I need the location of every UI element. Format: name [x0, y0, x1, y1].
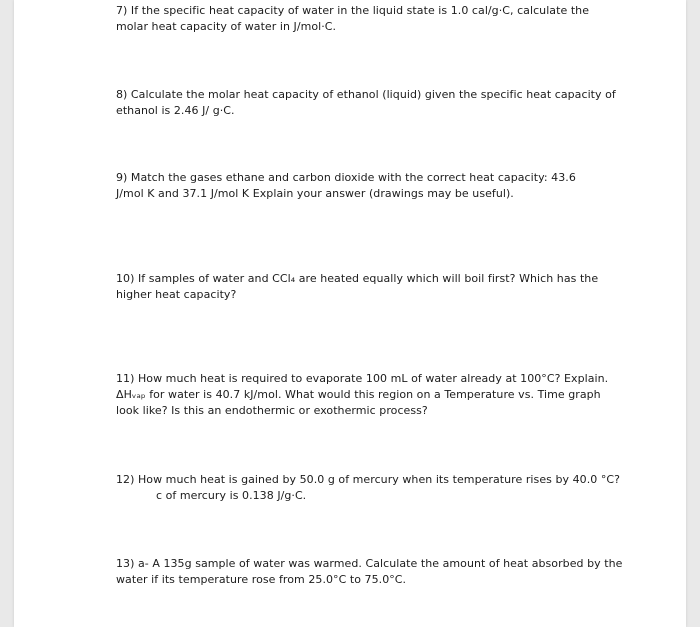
- question-13-line-2: water if its temperature rose from 25.0°C to 75.0°C.: [116, 573, 407, 586]
- question-12-line-1: 12) How much heat is gained by 50.0 g of mercury when its temperature rises by 40.0 °C?: [116, 473, 621, 486]
- question-7-line-2: molar heat capacity of water in J/mol·C.: [116, 20, 337, 33]
- question-13-line-1: 13) a- A 135g sample of water was warmed. Calculate the amount of heat absorbed by the: [116, 557, 623, 570]
- question-10-line-1: 10) If samples of water and CCl₄ are heated equally which will boil first? Which has the: [116, 272, 599, 285]
- question-11: [116, 371, 621, 419]
- question-11-line-3: look like? Is this an endothermic or exothermic process?: [116, 404, 428, 417]
- question-9-line-2: J/mol K and 37.1 J/mol K Explain your answer (drawings may be useful).: [116, 187, 514, 200]
- question-10-line-2: higher heat capacity?: [116, 288, 237, 301]
- question-11-line-1: 11) How much heat is required to evaporate 100 mL of water already at 100°C? Explain.: [116, 372, 609, 385]
- question-9: [116, 170, 621, 202]
- question-8-line-1: 8) Calculate the molar heat capacity of ethanol (liquid) given the specific heat capacity of: [116, 88, 616, 101]
- question-9-line-1: 9) Match the gases ethane and carbon dioxide with the correct heat capacity: 43.6: [116, 171, 576, 184]
- question-7-line-1: 7) If the specific heat capacity of water in the liquid state is 1.0 cal/g·C, calculate the: [116, 4, 590, 17]
- worksheet-page: [14, 0, 686, 627]
- question-11-line-2: ΔHᵥₐₚ for water is 40.7 kJ/mol. What would this region on a Temperature vs. Time graph: [116, 388, 601, 401]
- question-7: [116, 3, 621, 35]
- question-13: [116, 556, 621, 588]
- question-8-line-2: ethanol is 2.46 J/ g·C.: [116, 104, 235, 117]
- question-10: [116, 271, 621, 303]
- question-12-line-2: c of mercury is 0.138 J/g·C.: [156, 489, 307, 502]
- question-8: [116, 87, 621, 119]
- question-12: [116, 472, 621, 504]
